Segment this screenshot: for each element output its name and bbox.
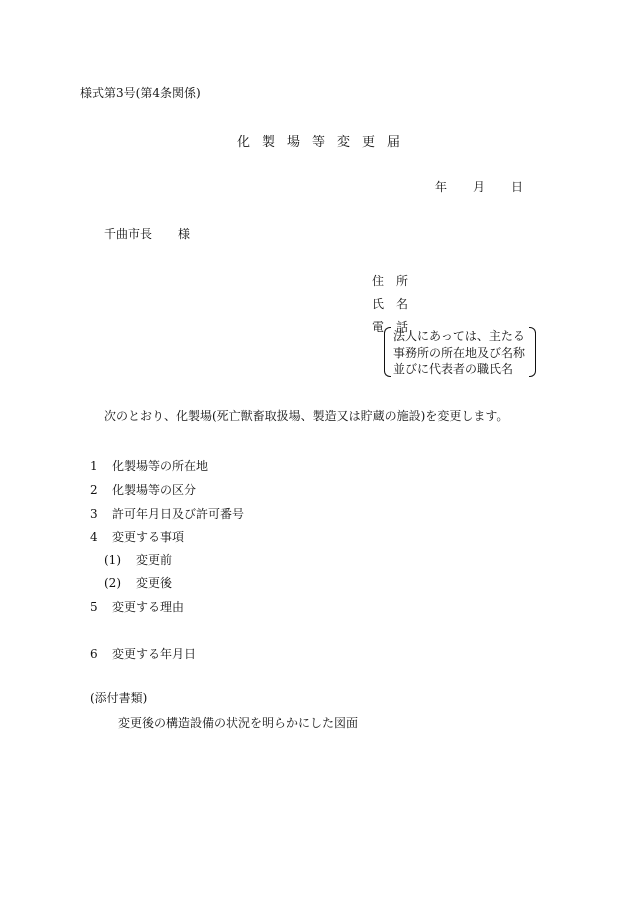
list-item: [90, 528, 184, 545]
list-item: [90, 457, 208, 474]
applicant-address-label: 住所: [372, 274, 421, 288]
item-label: 変更する事項: [112, 530, 185, 544]
corporation-note-line: 事務所の所在地及び名称: [393, 345, 526, 360]
list-subitem: [104, 551, 172, 568]
item-label: 変更する年月日: [112, 647, 197, 661]
corporation-note-line: 並びに代表者の職氏名: [393, 362, 514, 376]
corporation-note-text: [393, 328, 525, 378]
list-item: [90, 598, 184, 615]
form-title: 化製場等変更届: [237, 135, 413, 150]
item-number: (1): [104, 553, 121, 567]
bracket-right: [529, 327, 536, 377]
date-month-label: 月: [473, 180, 486, 194]
item-number: 5: [90, 600, 98, 614]
corporation-note: [384, 327, 536, 377]
list-item: [90, 505, 244, 522]
item-number: 6: [90, 647, 98, 661]
attachments-item: 変更後の構造設備の状況を明らかにした図面: [118, 716, 359, 730]
item-number: 4: [90, 530, 98, 544]
attachments-heading: (添付書類): [90, 691, 148, 705]
item-label: 変更する理由: [112, 600, 185, 614]
item-label: 変更前: [136, 553, 173, 567]
addressee-name: 千曲市長: [104, 227, 153, 241]
bracket-left: [384, 327, 391, 377]
list-item: [90, 481, 196, 498]
date-year-label: 年: [435, 180, 448, 194]
corporation-note-line: 法人にあっては、主たる: [393, 329, 525, 343]
form-number: 様式第3号(第4条関係): [80, 86, 201, 100]
item-label: 許可年月日及び許可番号: [112, 507, 245, 521]
item-number: 3: [90, 507, 98, 521]
intro-sentence: 次のとおり、化製場(死亡獣畜取扱場、製造又は貯蔵の施設)を変更します。: [104, 409, 509, 423]
list-subitem: [104, 574, 172, 591]
date-day-label: 日: [511, 180, 524, 194]
item-number: 2: [90, 483, 98, 497]
addressee: [104, 225, 190, 242]
applicant-name-label: 氏名: [372, 297, 421, 311]
item-number: (2): [104, 576, 121, 590]
list-item: [90, 645, 196, 662]
item-label: 化製場等の区分: [112, 483, 197, 497]
addressee-honorific: 様: [178, 227, 191, 241]
item-label: 化製場等の所在地: [112, 459, 209, 473]
date-line: [435, 178, 523, 195]
item-label: 変更後: [136, 576, 173, 590]
applicant-phone-label: 電話: [372, 320, 421, 334]
item-number: 1: [90, 459, 98, 473]
